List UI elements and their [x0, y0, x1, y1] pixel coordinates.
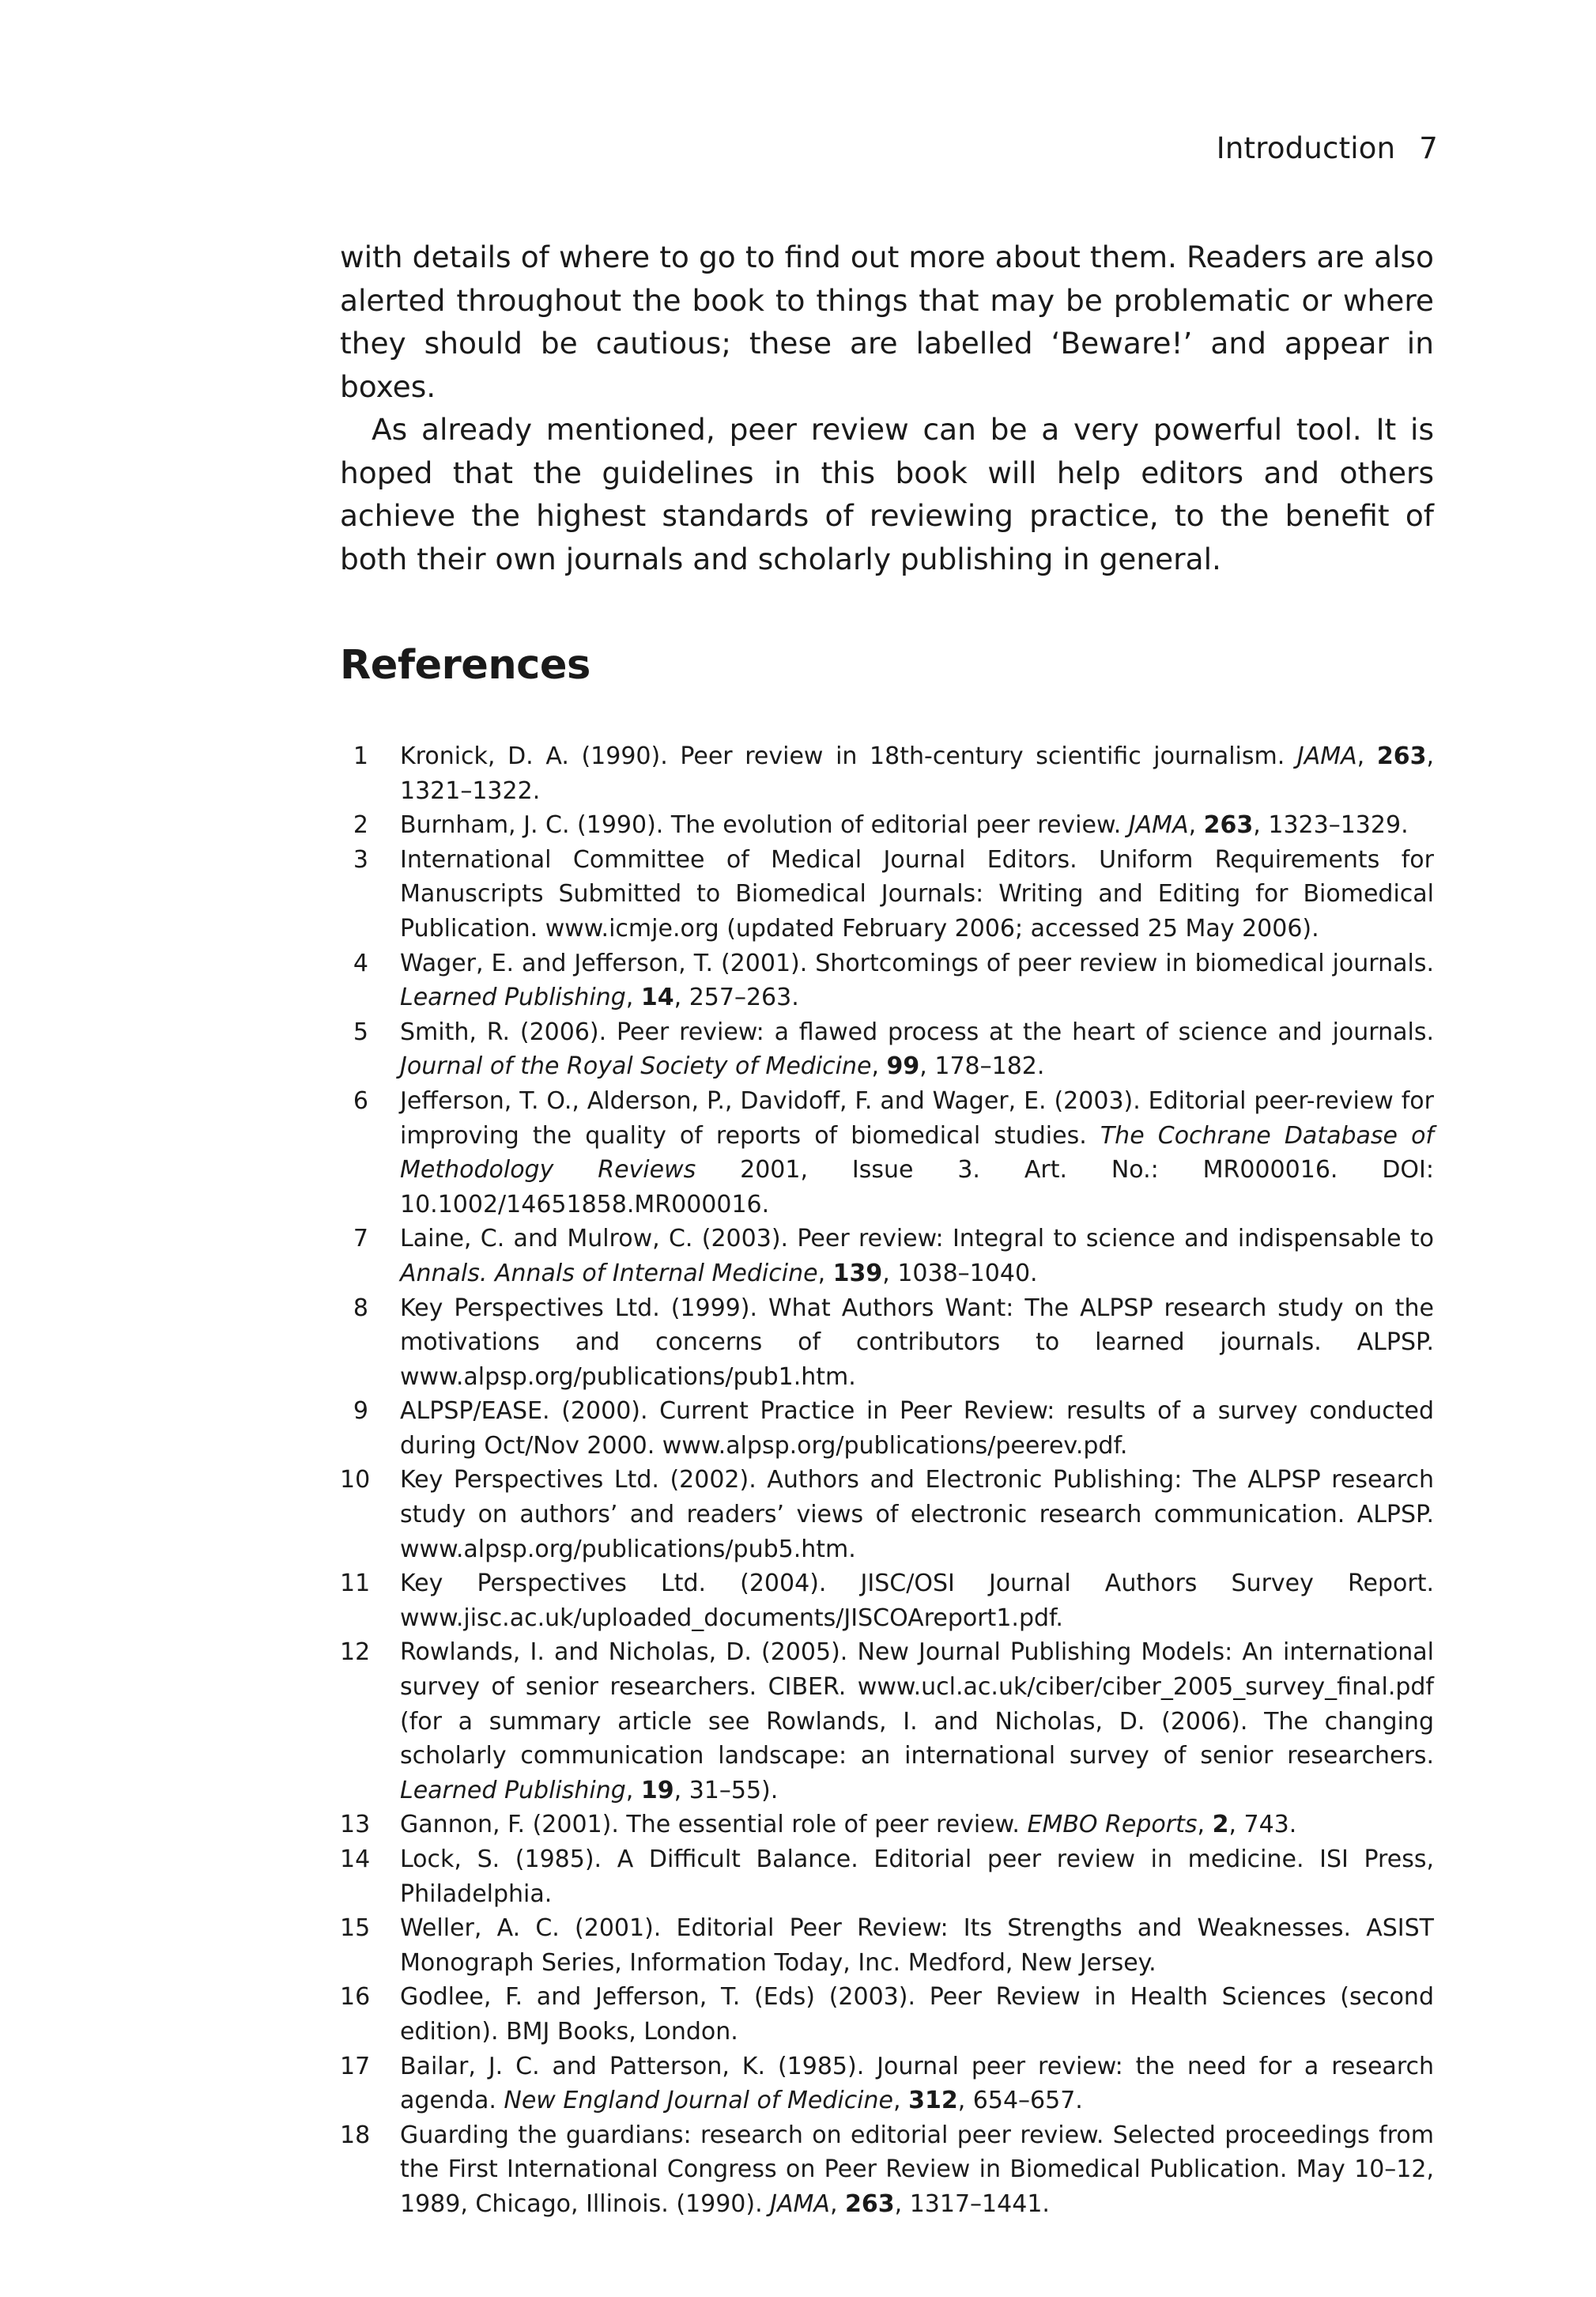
reference-text: , 1323–1329. [1253, 811, 1409, 840]
reference-text: Gannon, F. (2001). The essential role of peer review. [400, 1811, 1028, 1839]
reference-text: , [1188, 811, 1204, 840]
reference-text: , 257–263. [673, 984, 799, 1012]
reference-number: 13 [340, 1811, 371, 1839]
reference-number: 10 [340, 1466, 371, 1494]
reference-text: Burnham, J. C. (1990). The evolution of editorial peer review. [400, 811, 1129, 840]
reference-journal: The Cochrane Database of Methodology Reviews [400, 1121, 1434, 1184]
reference-text: Lock, S. (1985). A Difficult Balance. Editorial peer review in medicine. ISI Press, Philadelphia. [400, 1846, 1434, 1908]
reference-volume: 263 [1376, 742, 1427, 770]
reference-item [340, 1635, 1434, 1808]
reference-text: , 743. [1228, 1811, 1297, 1839]
reference-number: 11 [340, 1570, 371, 1598]
reference-number: 7 [353, 1225, 368, 1253]
reference-number: 2 [353, 811, 368, 840]
reference-number: 1 [353, 742, 368, 770]
reference-item [340, 1222, 1434, 1290]
reference-journal: Journal of the Royal Society of Medicine [400, 1052, 872, 1081]
reference-number: 5 [353, 1018, 368, 1046]
reference-text: Bailar, J. C. and Patterson, K. (1985). Journal peer review: the need for a research agenda. [400, 2052, 1434, 2115]
reference-number: 14 [340, 1846, 371, 1873]
reference-text: Weller, A. C. (2001). Editorial Peer Review: Its Strengths and Weaknesses. ASIST Monograph Series, Information Today, Inc. Medford, New Jersey. [400, 1914, 1434, 1977]
reference-journal: New England Journal of Medicine [504, 2087, 893, 2115]
reference-text: Kronick, D. A. (1990). Peer review in 18th-century scientific journalism. [400, 742, 1297, 770]
reference-journal: Learned Publishing [400, 1776, 626, 1804]
reference-text: ALPSP/EASE. (2000). Current Practice in Peer Review: results of a survey conducted during Oct/Nov 2000. www.alpsp.org/publications/peerev.pdf. [400, 1397, 1434, 1460]
reference-text: , [625, 1776, 641, 1804]
reference-item [340, 843, 1434, 946]
reference-item [340, 1842, 1434, 1911]
reference-number: 3 [353, 845, 368, 874]
reference-volume: 312 [908, 2087, 958, 2115]
reference-item [340, 946, 1434, 1015]
reference-text: International Committee of Medical Journal Editors. Uniform Requirements for Manuscripts Submitted to Biomedical Journals: Writing and Editing for Biomedical Publication. www.icmje.org (updated February 2006; accessed 25 May 2006). [400, 845, 1434, 943]
reference-number: 17 [340, 2052, 371, 2080]
reference-number: 16 [340, 1983, 371, 2012]
reference-text: , [625, 984, 641, 1012]
reference-item [340, 739, 1434, 808]
reference-volume: 99 [886, 1052, 920, 1081]
reference-journal: JAMA [770, 2189, 830, 2218]
reference-number: 6 [353, 1086, 368, 1115]
reference-item [340, 1911, 1434, 1980]
reference-item [340, 1808, 1434, 1842]
reference-item [340, 1566, 1434, 1635]
references-heading: References [340, 642, 590, 689]
reference-text: Smith, R. (2006). Peer review: a flawed process at the heart of science and journals. [400, 1018, 1434, 1046]
reference-number: 12 [340, 1638, 371, 1667]
running-head [1217, 131, 1438, 166]
reference-text: Guarding the guardians: research on editorial peer review. Selected proceedings from the First International Congress on Peer Review in Biomedical Publication. May 10–12, 1989, Chicago, Illinois. (1990). [400, 2121, 1434, 2218]
reference-item [340, 2118, 1434, 2222]
reference-text: , 1038–1040. [882, 1259, 1038, 1287]
reference-number: 15 [340, 1914, 371, 1943]
reference-item [340, 2050, 1434, 2118]
reference-volume: 263 [1203, 811, 1254, 840]
reference-item [340, 808, 1434, 843]
reference-text: , [893, 2087, 909, 2115]
reference-volume: 14 [640, 984, 674, 1012]
reference-item [340, 1291, 1434, 1395]
body-paragraph: As already mentioned, peer review can be a very powerful tool. It is hoped that the guidelines in this book will help editors and others achieve the highest standards of reviewing practice, to the benefit of both their own journals and scholarly publishing in general. [340, 412, 1434, 576]
reference-text: , [829, 2189, 846, 2218]
reference-text: Jefferson, T. O., Alderson, P., Davidoff, F. and Wager, E. (2003). Editorial peer-review for improving the quality of reports of biomedical studies. [400, 1086, 1434, 1150]
reference-text: Rowlands, I. and Nicholas, D. (2005). New Journal Publishing Models: An international survey of senior researchers. CIBER. www.ucl.ac.uk/ciber/ciber_2005_survey_final.pdf (for a summary article see Rowlands, I. and Nicholas, D. (2006). The changing scholarly communication landscape: an international survey of senior researchers. [400, 1638, 1434, 1770]
reference-text: Laine, C. and Mulrow, C. (2003). Peer review: Integral to science and indispensable to [400, 1225, 1434, 1253]
body-text [340, 236, 1434, 580]
reference-text: Key Perspectives Ltd. (1999). What Authors Want: The ALPSP research study on the motivations and concerns of contributors to learned journals. ALPSP. www.alpsp.org/publications/pub1.htm. [400, 1294, 1434, 1391]
reference-text: 2001, Issue 3. Art. No.: MR000016. DOI: 10.1002/14651858.MR000016. [400, 1156, 1434, 1218]
reference-journal: Annals. Annals of Internal Medicine [400, 1259, 818, 1287]
reference-item [340, 1463, 1434, 1566]
reference-journal: JAMA [1128, 811, 1189, 840]
reference-volume: 2 [1212, 1811, 1229, 1839]
reference-number: 4 [353, 949, 368, 977]
reference-text: , 178–182. [919, 1052, 1045, 1081]
reference-volume: 19 [640, 1776, 674, 1804]
reference-number: 8 [353, 1294, 368, 1322]
reference-text: , 31–55). [673, 1776, 779, 1804]
reference-item [340, 1980, 1434, 2049]
reference-text: , [1197, 1811, 1213, 1839]
reference-journal: EMBO Reports [1027, 1811, 1198, 1839]
reference-journal: Learned Publishing [400, 984, 626, 1012]
reference-item [340, 1084, 1434, 1222]
reference-text: Godlee, F. and Jefferson, T. (Eds) (2003). Peer Review in Health Sciences (second edition). BMJ Books, London. [400, 1983, 1434, 2046]
reference-text: Key Perspectives Ltd. (2004). JISC/OSI Journal Authors Survey Report. www.jisc.ac.uk/uploaded_documents/JISCOAreport1.pdf. [400, 1570, 1434, 1632]
reference-text: , 1321–1322. [400, 742, 1434, 805]
reference-text: Key Perspectives Ltd. (2002). Authors and Electronic Publishing: The ALPSP research study on authors’ and readers’ views of electronic research communication. ALPSP. www.alpsp.org/publications/pub5.htm. [400, 1466, 1434, 1563]
reference-text: Wager, E. and Jefferson, T. (2001). Shortcomings of peer review in biomedical journals. [400, 949, 1434, 977]
reference-journal: JAMA [1296, 742, 1357, 770]
running-head-title: Introduction [1216, 131, 1396, 165]
reference-number: 9 [353, 1397, 368, 1426]
reference-volume: 139 [832, 1259, 883, 1287]
reference-volume: 263 [845, 2189, 895, 2218]
reference-text: , 1317–1441. [894, 2189, 1050, 2218]
reference-number: 18 [340, 2121, 371, 2149]
page-number: 7 [1419, 131, 1438, 165]
body-paragraph: with details of where to go to find out more about them. Readers are also alerted throughout the book to things that may be problematic or where they should be cautious; these are labelled ‘Beware!’ and appear in boxes. [340, 240, 1434, 404]
reference-text: , [871, 1052, 887, 1081]
reference-item [340, 1394, 1434, 1463]
reference-list [340, 739, 1434, 2222]
reference-text: , 654–657. [957, 2087, 1083, 2115]
reference-text: , [1356, 742, 1377, 770]
reference-text: , [817, 1259, 833, 1287]
reference-item [340, 1015, 1434, 1084]
